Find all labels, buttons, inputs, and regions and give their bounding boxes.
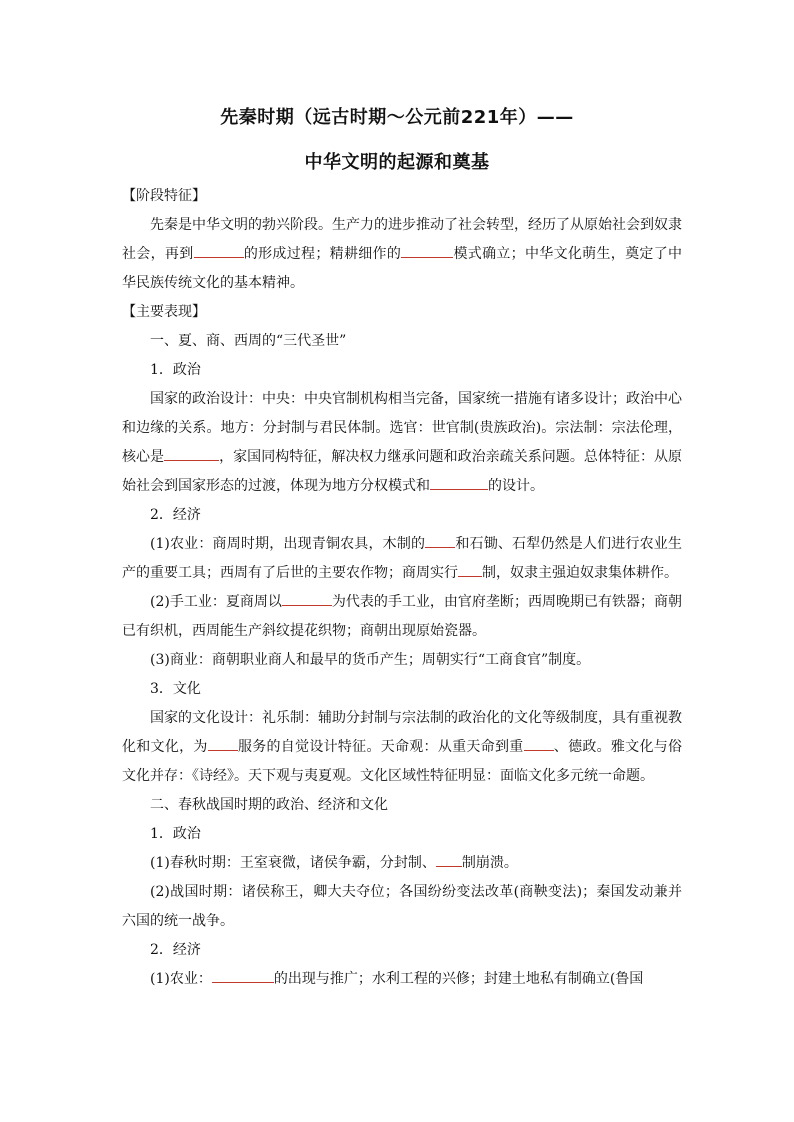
hand-text-1: (2)手工业：夏商周以 [150,594,282,610]
part1-economy-title: 2．经济 [150,507,201,523]
fill-blank[interactable] [164,444,219,461]
agri-text-1: (1)农业：商周时期，出现青铜农具，木制的 [150,536,426,552]
cul-text-1: 国家的文化设计：礼乐制：辅助分封制与宗法制的政治化的文化等级制度，具有重视教化和文化，为 [122,710,682,755]
spring-text-1: (1)春秋时期：王室衰微，诸侯争霸，分封制、 [150,855,436,871]
page-title-line2: 中华文明的起源和奠基 [304,152,490,173]
fill-blank[interactable] [208,734,238,751]
page-title-line1: 先秦时期（远古时期～公元前221年）—— [220,107,574,128]
fill-blank[interactable] [194,241,244,258]
fill-blank[interactable] [282,589,332,606]
document-body [122,182,682,994]
agri-text-2: 和石锄、石犁仍然是人们进行农业生产的重要工具；西周有了后世的主要农作物；商周实行 [122,536,682,581]
fill-blank[interactable] [430,473,488,490]
fill-blank[interactable] [458,560,482,577]
part2-agri-paragraph [122,965,682,994]
part1-commerce-paragraph: (3)商业：商朝职业商人和最早的货币产生；周朝实行“工商食官”制度。 [150,652,591,668]
fill-blank[interactable] [436,850,462,867]
p2-agri-text-1: (1)农业： [150,971,212,987]
main-heading: 【主要表现】 [122,304,206,320]
part2-spring-paragraph [122,849,682,878]
part1-title: 一、夏、商、西周的“三代圣世” [150,333,347,349]
cul-text-2: 服务的自觉设计特征。天命观：从重天命到重 [237,739,524,755]
part1-politics-paragraph [122,385,682,501]
stage-paragraph [122,211,682,298]
hand-text-2: 为代表的手工业，由官府垄断；西周晚期已有铁器；商朝已有织机，西周能生产斜纹提花织物；商朝出现原始瓷器。 [122,594,682,639]
part1-culture-title: 3．文化 [150,681,201,697]
pol-text-1: 国家的政治设计：中央：中央官制机构相当完备，国家统一措施有诸多设计；政治中心和边缘的关系。地方：分封制与君民体制。选官：世官制(贵族政治)。宗法制：宗法伦理，核心是 [122,391,682,465]
stage-heading: 【阶段特征】 [122,188,206,204]
part1-culture-paragraph [122,704,682,791]
stage-text-3: 模式确立；中华文化萌生，奠定了中华民族传统文化的基本精神。 [122,246,683,291]
part2-warring-paragraph: (2)战国时期：诸侯称王，卿大夫夺位；各国纷纷变法改革(商鞅变法)；秦国发动兼并六国的统一战争。 [122,884,682,929]
fill-blank[interactable] [401,241,453,258]
part1-agri-paragraph [122,530,682,588]
pol-text-3: 的设计。 [488,478,544,494]
cul-text-3: 、德政。雅文化与俗文化并存：《诗经》。天下观与夷夏观。文化区域性特征明显：面临文化多元统一命题。 [122,739,683,784]
part2-politics-title: 1．政治 [150,826,201,842]
fill-blank[interactable] [425,531,455,548]
spring-text-2: 制崩溃。 [461,855,518,871]
p2-agri-text-2: 的出现与推广；水利工程的兴修；封建土地私有制确立(鲁国 [273,971,644,987]
fill-blank[interactable] [212,966,274,983]
stage-text-2: 的形成过程；精耕细作的 [243,246,402,262]
part2-title: 二、春秋战国时期的政治、经济和文化 [150,797,388,813]
agri-text-3: 制，奴隶主强迫奴隶集体耕作。 [482,565,678,581]
part1-handicraft-paragraph [122,588,682,646]
part1-politics-title: 1．政治 [150,362,201,378]
part2-economy-title: 2．经济 [150,942,201,958]
fill-blank[interactable] [524,734,554,751]
pol-text-2: ，家国同构特征，解决权力继承问题和政治亲疏关系问题。总体特征：从原始社会到国家形态的过渡，体现为地方分权模式和 [122,449,683,494]
stage-text-1: 先秦是中华文明的勃兴阶段。生产力的进步推动了社会转型，经历了从原始社会到奴隶社会，再到 [122,217,682,262]
